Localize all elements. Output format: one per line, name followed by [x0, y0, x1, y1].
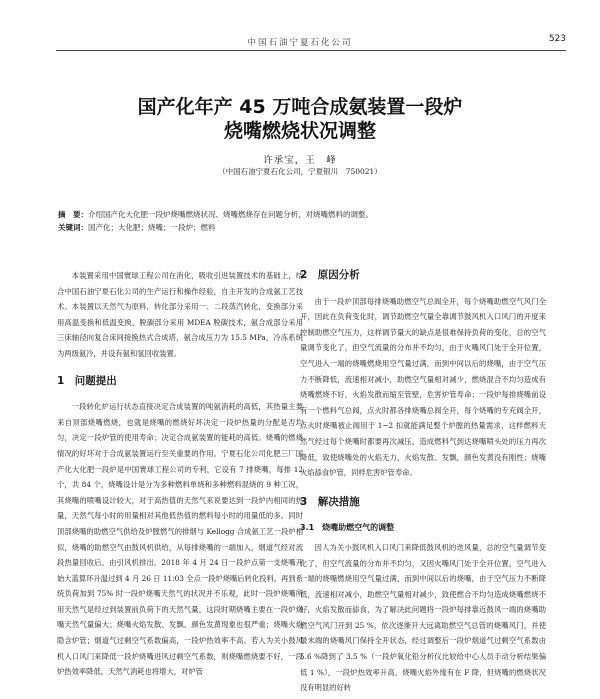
paper-title-line-2: 烧嘴燃烧状况调整: [223, 120, 376, 142]
keywords-text: 国产化；大化肥；烧嘴；一段炉；燃料: [88, 223, 216, 232]
keywords-label: 关键词：: [58, 223, 88, 232]
intro-paragraph: 本装置采用中国寰球工程公司在消化，吸收引进装置技术的基础上，结合中国石油宁夏石化公司的生产运行和操作经验，自主开发的合成氨工艺技术。本装置以天然气为原料，转化部分采用一、二段蒸汽转化，变换部分采用高温变换和低温变换，脱碳部分采用 MDEA 脱碳技术，氨合成部分采用三床轴径向复合床间接换热式合成塔，氨合成压力为 15.5 MPa，冷冻系统为两级氨冷，并设有氨和氢回收装置。: [57, 271, 303, 358]
header-rule: [56, 50, 566, 51]
abstract-label: 摘 要：: [58, 210, 88, 219]
section-2-heading: 2 原因分析: [300, 269, 360, 281]
right-column: [300, 266, 546, 696]
section-3-heading: 3 解决措施: [300, 495, 360, 508]
subsection-3-1-heading: 3.1 烧嘴助燃空气的调整: [300, 523, 395, 533]
section-1-paragraph: 一段转化炉运行状态直接决定合成装置的吨氨消耗的高低，其热量主要来自顶部烧嘴燃烧，也就是烧嘴的燃烧好坏决定一段炉热量的分配是否均匀，决定一段炉管的使用寿命；决定合成氨装置的能耗的高低。烧嘴的燃烧情况的好坏对于合成氨装置运行至关重要的作用。宁夏石化公司化肥三厂国产化大化肥一段炉是中国寰球工程公司的专利，它设有 7 排烧嘴，每排 12 个，共 84 个，烧嘴设计是分为多种燃料单烧和多种燃料混烧的 9 种工况，其烧嘴的喷嘴设计较大，对于高热值的天然气来说要达到一段炉内相同的热量，天然气每小时的用量相对其他低热值的燃料每小时的用量低的多。同时顶部烧嘴的助燃空气供给及炉膛燃气的排烟与 Kellogg 合成氨工艺一段炉相似，烧嘴的助燃空气由鼓风机供给，从每排烧嘴的一端加入，烟道气经对流段热量回收后，由引风机排出。2018 年 4 月 24 日一段炉点第一支烧嘴开始大蓝算环升温过到 4 月 26 日 11:03 全点一段炉烧嘴后转化投料，再到系统负荷加到 75% 时一段炉烧嘴天然气的状况并不乐观，此时一段炉烧嘴所用天然气是经过到装置前负荷下的天然气量，这段时期烧嘴主要在一段炉烧嘴天然气量偏大；烧嘴火焰发散、发飘、颜色发黄现象也很严重；烧嘴火焰隐含炉管；烟道气过剩空气系数偏高，一段炉热效率不高。若入为关小鼓风机入口风门来降低一段炉烧嘴进风过剩空气系数，则烧嘴燃烧要不好，一段炉热效率降低，天然气消耗也将增大，对炉管: [57, 402, 303, 677]
section-2-paragraph: 由于一段炉顶部每排烧嘴助燃空气总阀全开，每个烧嘴助燃空气风门全开，因此在负荷变化时，调节助燃空气量全靠调节鼓风机入口风门的开度来控制助燃空气压力，这样调节量大的缺点是很难保持负荷的变化，总的空气量调节变化了，但空气流量的分布并不均匀，由于火嘴风门处于全开位置，空气进入一端的烧嘴燃烧用空气量过满，而到中间以后的烧嘴，由于空气压力不断降低，流速相对减小，助燃空气量相对减少，燃烧混合不均匀造成有烧嘴燃烧不好，火焰发散而缩至管壁，危害炉管寿命；一段炉每排烧嘴前设有一个燃料气总阀，点火时都各排烧嘴总阀全开，每个烧嘴的专充阀全开，点火时烧嘴被止阀用于 1~2 扣就能满足整个炉膛的热量需求，这样燃料天然气经过每个烧嘴时都要再次减压，造成燃料气到达烧嘴喷头处的压力再次降低，致使烧嘴处的火焰无力，火焰发散、发飘，颜色发黄没有刚性；烧嘴火焰舔食炉管，同样危害炉管寿命。: [300, 296, 546, 478]
abstract-block: [58, 208, 568, 234]
page-number: 523: [548, 34, 566, 44]
section-1-heading: 1 问题提出: [57, 374, 117, 387]
affiliation: （中国石油宁夏石化公司，宁夏银川 750021）: [218, 167, 382, 176]
keywords: [58, 221, 568, 234]
abstract: [58, 208, 568, 221]
running-header-journal: 中国石油宁夏石化公司: [247, 38, 353, 48]
authors: 许承宝，王 峰: [263, 155, 337, 166]
paper-title-line-1: 国产化年产 45 万吨合成氨装置一段炉: [137, 96, 463, 118]
left-column: [57, 268, 303, 680]
abstract-text: 介绍国产化大化肥一段炉烧嘴燃烧状况、烧嘴燃烧存在问题分析，对烧嘴燃料的调整。: [88, 210, 373, 219]
subsection-3-1-paragraph: 因人为关小鼓风机入口风门来降低鼓风机的迭风量，总的空气量调节变化了，但空气流量的分布并不均匀，又因火嘴风门处于全开位置，空气进入一端的烧嘴燃烧用空气量过满，而到中间以后的烧嘴，由于空气压力不断降低，流速相对减小，助燃空气量相对减少，致使燃合不均匀造成烧嘴燃烧不好，火焰发散而舔食，为了解决此问题将一段炉每排靠近鼓风一端的烧嘴助燃空气风门开到 25 %，依次逐渐开大远离助燃空气总管的烧嘴风门，并使最末端的烧嘴风门保持全开状态，经过调整后一段炉烟道气过剩空气系数由 5.6 %降到了 3.5 %（一段炉氧化铅分析仪比较给中心人员手动分析结果偏低 1 %），一段炉热效率升高，烧嘴火焰外缘有在 F 降，但烧嘴的燃烧状况没有明显的好转: [300, 542, 546, 693]
